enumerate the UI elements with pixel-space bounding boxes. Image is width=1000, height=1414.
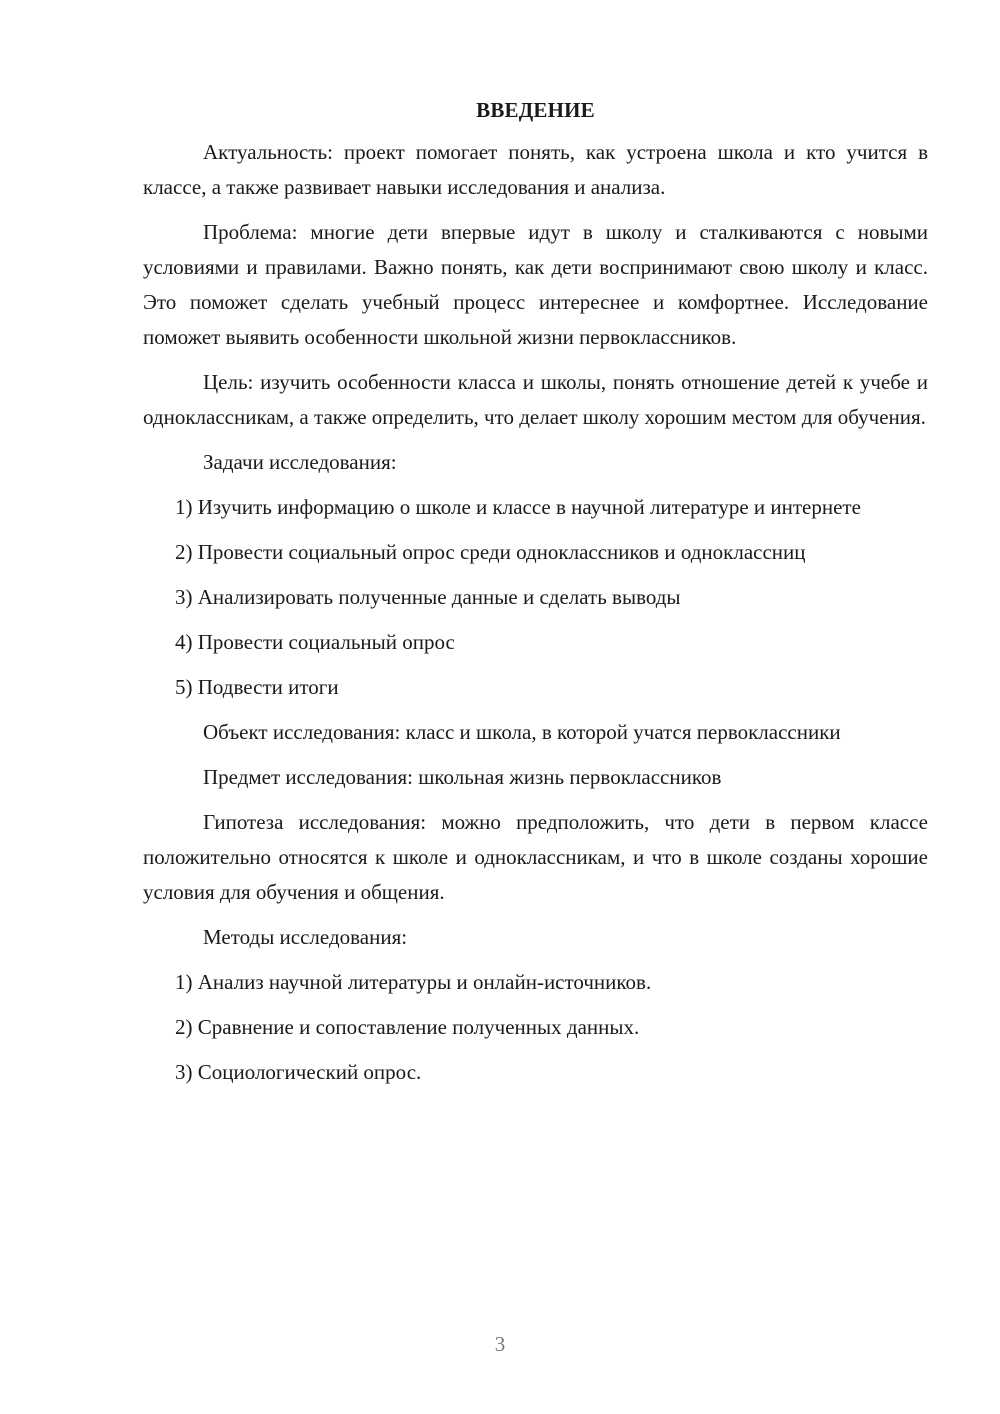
object-paragraph: Объект исследования: класс и школа, в которой учатся первоклассники [203,720,841,744]
document-page [143,95,928,1100]
method-item-2: 2) Сравнение и сопоставление полученных данных. [175,1015,640,1039]
methods-heading: Методы исследования: [203,925,408,949]
relevance-paragraph: Актуальность: проект помогает понять, как устроена школа и кто учится в классе, а также развивает навыки исследования и анализа. [143,140,928,199]
task-item-3: 3) Анализировать полученные данные и сделать выводы [175,585,681,609]
tasks-heading: Задачи исследования: [203,450,397,474]
method-item-3: 3) Социологический опрос. [175,1060,422,1084]
page-number: 3 [494,1332,506,1356]
problem-paragraph: Проблема: многие дети впервые идут в школу и сталкиваются с новыми условиями и правилами. Важно понять, как дети воспринимают свою школу и класс. Это поможет сделать учебный процесс интереснее и комфортнее. Исследование поможет выявить особенности школьной жизни первоклассников. [143,220,928,349]
goal-paragraph: Цель: изучить особенности класса и школы, понять отношение детей к учебе и одноклассникам, а также определить, что делает школу хорошим местом для обучения. [143,370,928,429]
task-item-2: 2) Провести социальный опрос среди одноклассников и одноклассниц [175,540,806,564]
task-item-4: 4) Провести социальный опрос [175,630,455,654]
page-title: ВВЕДЕНИЕ [476,98,595,122]
task-item-5: 5) Подвести итоги [175,675,339,699]
task-item-1: 1) Изучить информацию о школе и классе в научной литературе и интернете [175,495,861,519]
method-item-1: 1) Анализ научной литературы и онлайн-источников. [175,970,652,994]
hypothesis-paragraph: Гипотеза исследования: можно предположить, что дети в первом классе положительно относятся к школе и одноклассникам, и что в школе созданы хорошие условия для обучения и общения. [143,810,928,904]
subject-paragraph: Предмет исследования: школьная жизнь первоклассников [203,765,722,789]
